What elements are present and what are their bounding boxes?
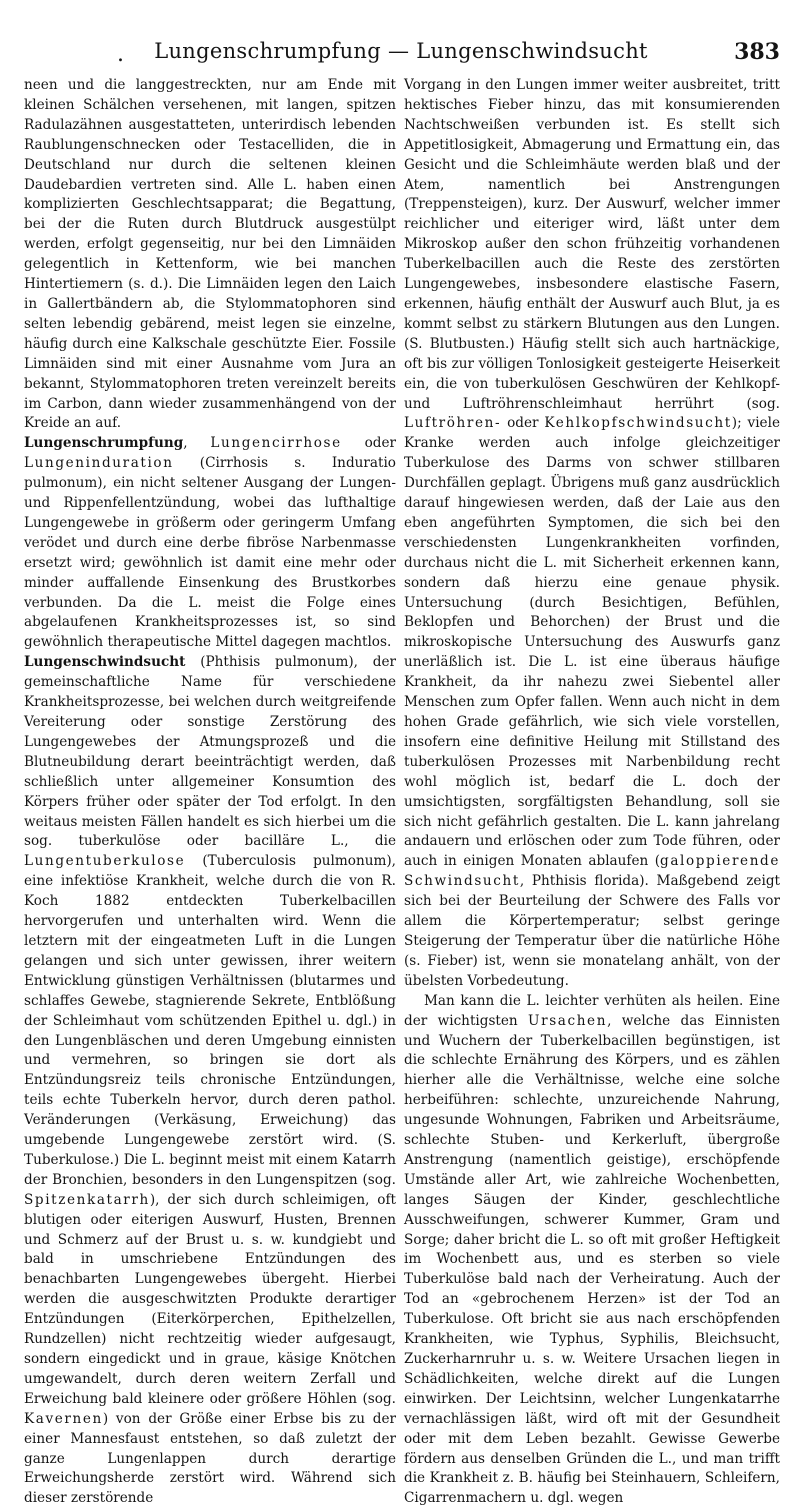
entry-text: ), der sich durch schleimigen, oft blutigen oder eiterigen Auswurf, Husten, Brennen und Schmerz auf der Brust u. s. w. kundgiebt und bald in umschriebene Entzündungen des benachbarten Lungengewebes übergeht. Hierbei werden die ausgeschwitzten Produkte derartiger Entzündungen (Eiterkörperchen, Epithelzellen, Rundzellen) nicht rechtzeitig wieder aufgesaugt, sondern eingedickt und in graue, käsige Knötchen umgewandelt, durch deren weitern Zerfall und Erweichung bald kleinere oder größere Höhlen (sog. <box>24 1191 396 1407</box>
entry-synonym: galoppierende Schwindsucht <box>404 853 780 890</box>
entry-text: (Cirrhosis s. Induratio pulmonum), ein nicht seltener Ausgang der Lungen- und Rippenfellentzündung, wobei das lufthaltige Lungengewebe in größerm oder geringerm Umfang verödet und durch eine derbe fibröse Narbenmasse ersetzt wird; gewöhnlich ist damit eine mehr oder minder auffallende Einsenkung des Brustkorbes verbunden. Da die L. meist die Folge eines abgelaufenen Krankheitsprozesses ist, so sind gewöhnlich therapeutische Mittel dagegen machtlos. <box>24 455 396 651</box>
entry-synonym: Lungencirrhose <box>210 435 342 452</box>
entry-text: ) von der Größe einer Erbse bis zu der einer Mannesfaust entstehen, so daß zuletzt der ganze Lungenlappen durch derartige Erweichungsherde zerstört wird. Während sich dieser zerstörende <box>24 1410 396 1507</box>
entry-continuation <box>404 76 780 992</box>
entry-continuation: neen und die langgestreckten, nur am Ende mit kleinen Schälchen versehenen, mit langen, spitzen Radulazähnen ausgestatteten, unterirdisch lebenden Raublungenschnecken oder Testacelliden, die in Deutschland nur durch die seltenen kleinen Daudebardien vertreten sind. Alle L. haben einen komplizierten Geschlechtsapparat; die Begattung, bei der die Ruten durch Blutdruck ausgestülpt werden, erfolgt gegenseitig, nur bei den Limnäiden gelegentlich in Kettenform, wie bei manchen Hintertiemern (s. d.). Die Limnäiden legen den Laich in Gallertbändern ab, die Stylommatophoren sind selten lebendig gebärend, meist legen sie einzelne, häufig durch eine Kalkschale geschützte Eier. Fossile Limnäiden sind mit einer Ausnahme vom Jura an bekannt, Stylommatophoren treten vereinzelt bereits im Carbon, dann wieder zusammenhängend von der Kreide an auf. <box>24 77 396 432</box>
left-column <box>24 76 396 1507</box>
header-dot: . <box>117 42 124 67</box>
entry-synonym: Lungentuberkulose <box>24 853 186 870</box>
entry-text: , welche das Einnisten und Wuchern der Tuberkelbacillen begünstigen, ist die schlechte Ernährung des Körpers, und es zählen hierher alle die Verhältnisse, welche eine solche herbeiführen: schlechte, unzureichende Nahrung, ungesunde Wohnungen, Fabriken und Arbeitsräume, schlechte Stuben- und Kerkerluft, übergroße Anstrengung (namentlich geistige), erschöpfende Umstände aller Art, wie zahlreiche Wochenbetten, langes Säugen der Kinder, geschlechtliche Ausschweifungen, schwerer Kummer, Gram und Sorge; daher bricht die L. so oft mit großer Heftigkeit im Wochenbett aus, und es sterben so viele Tuberkulöse bald nach der Verheiratung. Auch der Tod an «gebrochenem Herzen» ist der Tod an Tuberkulose. Oft bricht sie aus nach erschöpfenden Krankheiten, wie Typhus, Syphilis, Bleichsucht, Zuckerharnruhr u. s. w. Weitere Ursachen liegen in Schädlichkeiten, welche direkt auf die Lungen einwirken. Der Leichtsinn, welcher Lungenkatarrhe vernachlässigen läßt, wird oft mit der Gesundheit oder mit dem Leben bezahlt. Gewisse Gewerbe fördern aus denselben Gründen die L., und man trifft die Krankheit z. B. häufig bei Steinhauern, Schleifern, Cigarrenmachern u. dgl. wegen <box>404 1012 781 1507</box>
entry-text: (Phthisis pulmonum), der gemeinschaftliche Name für verschiedene Krankheitsprozesse, bei welchen durch weitgreifende Vereiterung oder sonstige Zerstörung des Lungengewebes der Atmungsprozeß und die Blutneubildung derart beeinträchtigt werden, daß schließlich unter allgemeiner Konsumtion des Körpers früher oder später der Tod erfolgt. In den weitaus meisten Fällen handelt es sich hierbei um die sog. tuberkulöse oder bacilläre L., die <box>24 654 396 850</box>
entry-synonym: Luftröhren- <box>404 415 502 432</box>
entry-lungenschrumpfung: Lungenschrumpfung, Lungencirrhose oder Lungeninduration (Cirrhosis s. Induratio pulmonum), ein nicht seltener Ausgang der Lungen- und Rippenfellentzündung, wobei das lufthaltige Lungengewebe in größerm oder geringerm Umfang verödet und durch eine derbe fibröse Narbenmasse ersetzt wird; gewöhnlich ist damit eine mehr oder minder auffallende Einsenkung des Brustkorbes verbunden. Da die L. meist die Folge eines abgelaufenen Krankheitsprozesses ist, so sind gewöhnlich therapeutische Mittel dagegen machtlos. <box>24 435 396 651</box>
entry-synonym: Lungeninduration <box>24 455 174 472</box>
entry-synonym: Kavernen <box>24 1410 103 1427</box>
running-title: Lungenschrumpfung — Lungenschwindsucht <box>154 39 648 63</box>
entry-paragraph-causes <box>404 992 780 1509</box>
entry-synonym: Ursachen <box>528 1012 608 1029</box>
page-number: 383 <box>734 39 780 65</box>
entry-text: oder <box>501 415 545 432</box>
entry-synonym: Spitzenkatarrh <box>24 1191 150 1208</box>
entry-lemma: Lungenschrumpfung <box>24 435 184 452</box>
entry-text: Man kann die L. leichter verhüten als heilen. Eine der wichtigsten <box>404 992 780 1029</box>
page-header <box>22 36 780 72</box>
entry-lemma: Lungenschwindsucht <box>24 654 186 671</box>
entry-text: oder <box>341 435 396 452</box>
entry-text: Vorgang in den Lungen immer weiter ausbreitet, tritt hektisches Fieber hinzu, das mit konsumierenden Nachtschweißen verbunden ist. Es stellt sich Appetitlosigkeit, Abmagerung und Ermattung ein, das Gesicht und die Schleimhäute werden blaß und der Atem, namentlich bei Anstrengungen (Treppensteigen), kurz. Der Auswurf, welcher immer reichlicher und eiteriger wird, läßt unter dem Mikroskop außer den schon frühzeitig vorhandenen Tuberkelbacillen auch die Reste des zerstörten Lungengewebes, insbesondere elastische Fasern, erkennen, häufig enthält der Auswurf auch Blut, ja es kommt selbst zu stärkern Blutungen aus den Lungen. (S. Blutbusten.) Häufig stellt sich auch hartnäckige, oft bis zur völligen Tonlosigkeit gesteigerte Heiserkeit ein, die von tuberkulösen Geschwüren der Kehlkopf- und Luftröhrenschleimhaut herrührt (sog. <box>404 77 780 412</box>
right-column <box>404 76 781 1507</box>
entry-lungenschwindsucht <box>24 653 396 1509</box>
entry-text: (Tuberculosis pulmonum), eine infektiöse Krankheit, welche durch die von R. Koch 1882 entdeckten Tuberkelbacillen hervorgerufen und unterhalten wird. Wenn die letztern mit der eingeatmeten Luft in die Lungen gelangen und sich unter gewissen, ihrer weitern Entwicklung günstigen Verhältnissen (blutarmes und schlaffes Gewebe, stagnierende Sekrete, Entblößung der Schleimhaut vom schützenden Epithel u. dgl.) in den Lungenbläschen und deren Umgebung einnisten und vermehren, so bringen sie dort als Entzündungsreiz teils chronische Entzündungen, teils echte Tuberkeln hervor, durch deren pathol. Veränderungen (Verkäsung, Erweichung) das umgebende Lungengewebe zerstört wird. (S. Tuberkulose.) Die L. beginnt meist mit einem Katarrh der Bronchien, besonders in den Lungenspitzen (sog. <box>24 853 396 1188</box>
entry-synonym: Kehlkopfschwindsucht <box>544 415 732 432</box>
entry-text: ); viele Kranke werden auch infolge gleichzeitiger Tuberkulose des Darms von schwer stillbaren Durchfällen geplagt. Übrigens muß ganz ausdrücklich darauf hingewiesen werden, daß der Laie aus den eben angeführten Symptomen, die sich bei den verschiedensten Lungenkrankheiten vorfinden, durchaus nicht die L. mit Sicherheit erkennen kann, sondern daß hierzu eine genaue physik. Untersuchung (durch Besichtigen, Befühlen, Beklopfen und Behorchen) der Brust und die mikroskopische Untersuchung des Auswurfs ganz unerläßlich ist. Die L. ist eine überaus häufige Krankheit, da ihr nahezu zwei Siebentel aller Menschen zum Opfer fallen. Wenn auch nicht in dem hohen Grade gefährlich, wie sich viele vorstellen, insofern eine definitive Heilung mit Stillstand des tuberkulösen Prozesses mit Narbenbildung recht wohl möglich ist, bedarf die L. doch der umsichtigsten, sorgfältigsten Behandlung, soll sie sich nicht gefährlich gestalten. Die L. kann jahrelang andauern und erlöschen oder zum Tode führen, oder auch in einigen Monaten ablaufen ( <box>404 415 780 870</box>
entry-text: , Phthisis florida). Maßgebend zeigt sich bei der Beurteilung der Schwere des Falls vor allem die Körpertemperatur; selbst geringe Steigerung der Temperatur über die natürliche Höhe (s. Fieber) ist, wenn sie monatelang anhält, von der übelsten Vorbedeutung. <box>404 873 780 989</box>
